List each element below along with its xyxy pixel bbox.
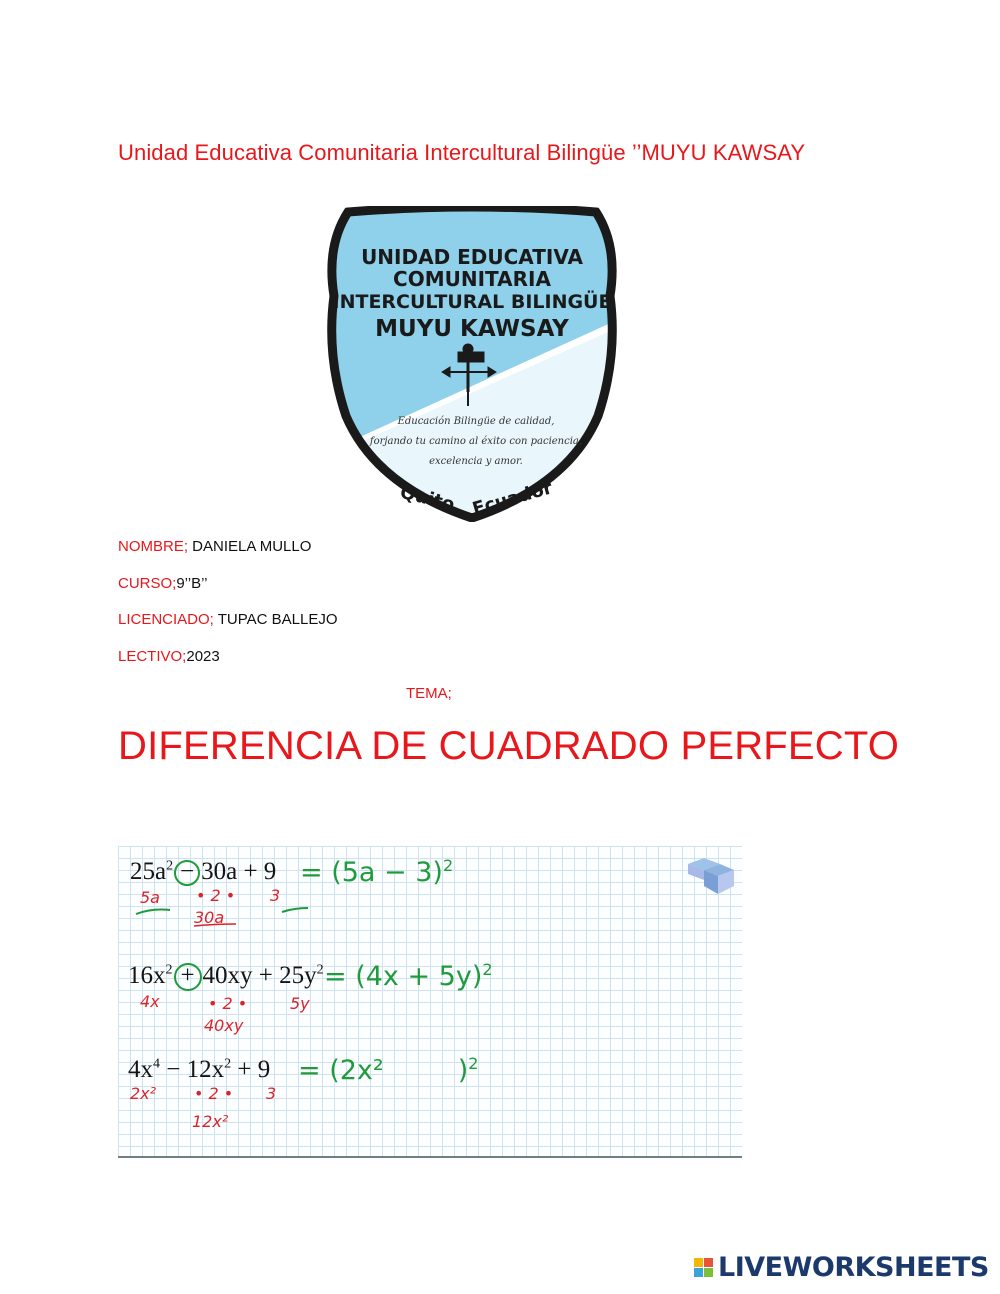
nombre-value: DANIELA MULLO — [188, 538, 312, 555]
logo-motto2: forjando tu camino al éxito con paciencia, — [369, 436, 583, 447]
exercise-1-mid: • 2 • — [196, 886, 236, 905]
exercise-2-result: = $(4x + 5y)^2$ — [324, 960, 493, 992]
exercise-2-expression: $16x^2 + 40xy + 25y^2$ — [128, 962, 324, 989]
exercise-1-root1: 5a — [140, 888, 160, 907]
exercise-3-mid: • 2 • — [194, 1084, 234, 1103]
exercise-3-product: 12x² — [192, 1112, 229, 1131]
exercise-image — [118, 846, 742, 1158]
brand-square-icon — [704, 1268, 713, 1277]
licenciado-line — [118, 611, 338, 628]
logo-line4: MUYU KAWSAY — [375, 316, 569, 342]
exercise-1-product: 30a — [194, 908, 225, 927]
exercise-1-sign-circle: − — [174, 860, 200, 886]
brand-square-icon — [694, 1268, 703, 1277]
licenciado-label: LICENCIADO; — [118, 611, 214, 628]
logo-motto1: Educación Bilingüe de calidad, — [397, 416, 555, 427]
logo-line1: UNIDAD EDUCATIVA — [361, 245, 583, 269]
exercise-2-root1: 4x — [140, 992, 160, 1011]
logo-line2: COMUNITARIA — [393, 267, 551, 291]
exercise-1-root2: 3 — [270, 886, 281, 905]
brand-square-icon — [694, 1258, 703, 1267]
logo-city: Quito — [397, 481, 457, 516]
nombre-label: NOMBRE; — [118, 538, 189, 555]
licenciado-value: TUPAC BALLEJO — [213, 611, 338, 628]
exercise-2-mid: • 2 • — [208, 994, 248, 1013]
brand-square-icon — [704, 1258, 713, 1267]
school-title: Unidad Educativa Comunitaria Intercultural Bilingüe ’’MUYU KAWSAY — [118, 140, 806, 165]
exercise-3-result: = (2x² )$^2$ — [298, 1054, 479, 1086]
logo-country: Ecuador — [470, 477, 555, 521]
exercise-2-product: 40xy — [204, 1016, 244, 1035]
exercise-1-expression: $25a^2 - 30a + 9$ — [130, 858, 277, 885]
brand-text: LIVEWORKSHEETS — [718, 1252, 989, 1283]
school-logo — [318, 206, 626, 522]
curso-value: 9’’B’’ — [176, 575, 208, 592]
logo-motto3: excelencia y amor. — [429, 456, 523, 467]
topic-title: DIFERENCIA DE CUADRADO PERFECTO — [118, 724, 900, 768]
exercise-1-underlines — [132, 904, 332, 930]
nombre-line — [118, 538, 311, 555]
lectivo-value: 2023 — [186, 648, 220, 665]
exercise-2-sign-circle: + — [174, 963, 202, 991]
lectivo-label: LECTIVO; — [118, 648, 187, 665]
curso-label: CURSO; — [118, 575, 177, 592]
exercise-3-root2: 3 — [266, 1084, 277, 1103]
curso-line — [118, 575, 207, 592]
exercise-3-expression: $4x^4 - 12x^2 + 9$ — [128, 1056, 271, 1083]
lectivo-line — [118, 648, 220, 665]
exercise-3-root1: 2x² — [130, 1084, 157, 1103]
liveworksheets-brand[interactable] — [692, 1254, 992, 1284]
tema-label: TEMA; — [406, 685, 452, 702]
logo-line3: INTERCULTURAL BILINGÜE — [332, 291, 612, 313]
exercise-2-root2: 5y — [290, 994, 310, 1013]
exercise-1-result: = $(5a - 3)^2$ — [300, 856, 454, 888]
cube-logo-icon — [686, 856, 736, 896]
